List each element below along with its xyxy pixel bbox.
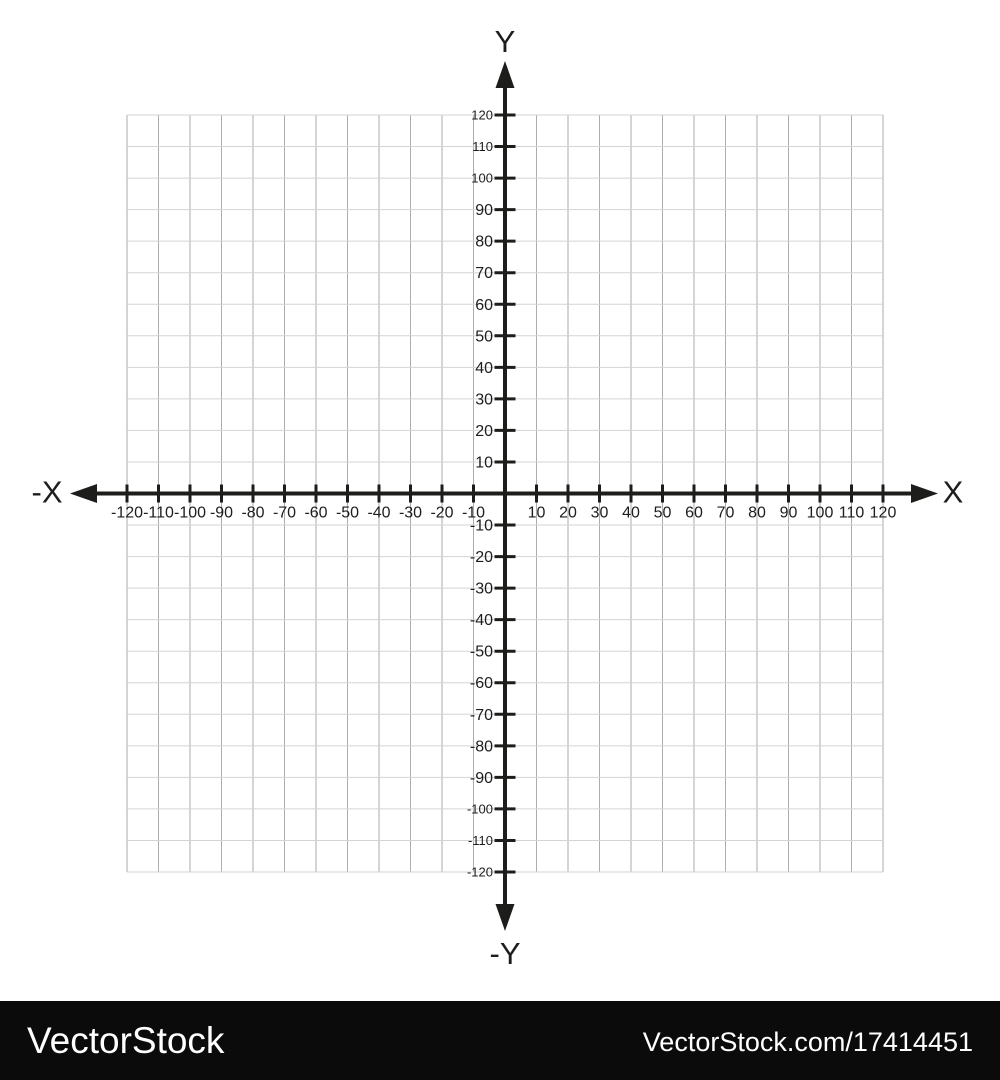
y-axis-tick-label: -40	[469, 612, 493, 630]
x-axis-tick-label: 30	[590, 504, 609, 522]
x-axis-tick-label: -50	[335, 504, 360, 522]
y-axis-tick-label: -30	[469, 580, 493, 598]
x-axis-tick-label: 80	[748, 504, 766, 522]
x-axis-tick-label: -10	[461, 504, 486, 522]
x-axis-tick-label: -20	[430, 504, 454, 522]
x-axis-tick-label: -70	[272, 504, 297, 522]
x-axis-tick-label: 40	[622, 504, 640, 522]
x-axis-tick-label: -30	[398, 504, 423, 522]
y-axis-tick-label: 40	[475, 359, 493, 377]
y-axis-tick-label: -120	[466, 864, 493, 880]
y-axis-tick-label: -70	[469, 706, 493, 724]
y-axis-arrow-down	[496, 904, 515, 931]
y-axis-tick-label: 10	[475, 454, 493, 472]
y-axis-tick-label: 60	[475, 296, 493, 314]
y-axis-tick-label: -100	[466, 801, 493, 817]
x-axis-tick-label: 60	[685, 504, 703, 522]
x-axis-arrow-right	[911, 484, 938, 503]
x-axis-tick-label: -110	[143, 504, 174, 522]
x-axis-tick-label: 120	[869, 504, 897, 522]
watermark-bar	[0, 1001, 1000, 1080]
watermark-credit-text: VectorStock.com/17414451	[642, 1027, 973, 1057]
y-axis-tick-label: -50	[469, 643, 493, 661]
y-axis-tick-label: 30	[475, 391, 493, 409]
x-axis-tick-label: 10	[527, 504, 546, 522]
x-axis-negative-label: -X	[31, 474, 63, 510]
y-axis-tick-label: 110	[472, 139, 493, 155]
x-axis-tick-label: -60	[304, 504, 328, 522]
x-axis-tick-label: 70	[716, 504, 735, 522]
x-axis-tick-label: 20	[559, 504, 577, 522]
y-axis-tick-label: 90	[475, 202, 493, 220]
x-axis-tick-label: 100	[806, 504, 834, 522]
y-axis-tick-label: 20	[475, 422, 493, 440]
y-axis-tick-label: 80	[475, 233, 493, 251]
y-axis-tick-label: -10	[469, 517, 493, 535]
y-axis-tick-label: -110	[467, 832, 493, 848]
x-axis-tick-label: 50	[653, 504, 672, 522]
y-axis-tick-label: -80	[469, 738, 493, 756]
y-axis-tick-label: 50	[475, 328, 493, 346]
y-axis-tick-label: -20	[469, 549, 493, 567]
x-axis-tick-label: -100	[173, 504, 207, 522]
x-axis-tick-label: -40	[367, 504, 391, 522]
x-axis-tick-label: -80	[241, 504, 265, 522]
x-axis-tick-label: 90	[779, 504, 798, 522]
y-axis-tick-label: 120	[471, 107, 493, 123]
y-axis-tick-label: -90	[469, 769, 493, 787]
y-axis-tick-label: 100	[471, 170, 493, 186]
y-axis-arrow-up	[496, 61, 515, 88]
x-axis-tick-label: 110	[838, 504, 865, 522]
y-axis-negative-label: -Y	[489, 936, 521, 971]
x-axis-arrow-left	[70, 484, 97, 503]
x-axis-tick-label: -120	[110, 504, 144, 522]
y-axis-positive-label: Y	[494, 24, 516, 59]
x-axis-positive-label: X	[942, 474, 964, 510]
x-axis-tick-label: -90	[209, 504, 234, 522]
watermark-brand-text: VectorStock	[27, 1020, 225, 1061]
y-axis-tick-label: 70	[475, 265, 493, 283]
y-axis-tick-label: -60	[469, 675, 493, 693]
